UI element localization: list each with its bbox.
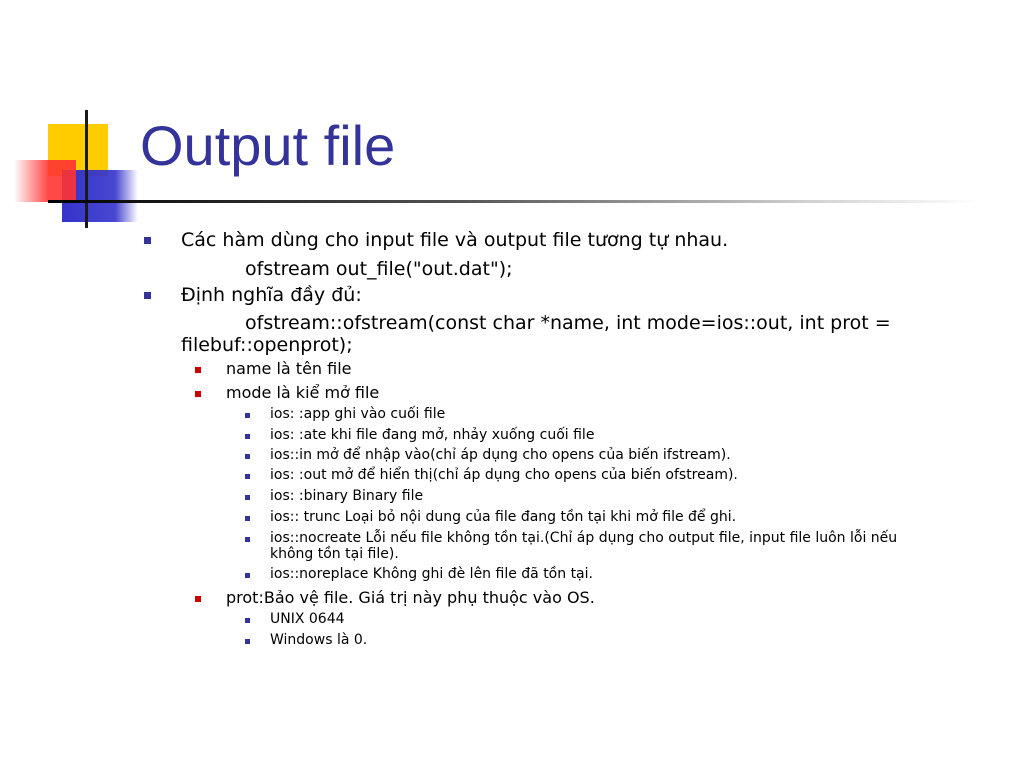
list-item: name là tên file xyxy=(226,359,352,379)
bullet-icon xyxy=(245,454,250,459)
list-item: ios::nocreate Lỗi nếu file không tồn tại.(Chỉ áp dụng cho output file, input file luôn lỗi nếu không tồn tại file). xyxy=(270,530,897,561)
list-item: ios: :ate khi file đang mở, nhảy xuống cuối file xyxy=(270,427,594,444)
bullet-icon xyxy=(245,434,250,439)
bullet-icon xyxy=(245,495,250,500)
slide-title: Output file xyxy=(140,114,396,177)
bullet-icon xyxy=(245,573,250,578)
list-item: ios::in mở để nhập vào(chỉ áp dụng cho opens của biến ifstream). xyxy=(270,447,731,464)
list-item: Windows là 0. xyxy=(270,632,367,649)
list-item: ios: :out mở để hiển thị(chỉ áp dụng cho opens của biến ofstream). xyxy=(270,467,738,484)
bullet-icon xyxy=(245,474,250,479)
code-line: filebuf::openprot); xyxy=(181,334,353,356)
list-item: UNIX 0644 xyxy=(270,611,345,628)
bullet-icon xyxy=(245,413,250,418)
list-item: ios: :app ghi vào cuối file xyxy=(270,406,445,423)
bullet-icon xyxy=(144,292,151,299)
list-item: prot:Bảo vệ file. Giá trị này phụ thuộc vào OS. xyxy=(226,588,595,608)
list-item: Các hàm dùng cho input file và output file tương tự nhau. xyxy=(181,229,728,251)
list-item: ios::noreplace Không ghi đè lên file đã tồn tại. xyxy=(270,566,593,583)
bullet-icon xyxy=(245,639,250,644)
list-item: ios: :binary Binary file xyxy=(270,488,423,505)
code-line: ofstream::ofstream(const char *name, int mode=ios::out, int prot = xyxy=(245,312,891,334)
bullet-icon xyxy=(245,537,250,542)
list-item: mode là kiể mở file xyxy=(226,383,379,403)
list-item: Định nghĩa đầy đủ: xyxy=(181,284,362,306)
bullet-icon xyxy=(144,237,151,244)
bullet-icon xyxy=(195,596,201,602)
bullet-icon xyxy=(195,391,201,397)
bullet-icon xyxy=(195,367,201,373)
code-line: ofstream out_file("out.dat"); xyxy=(245,258,513,280)
bullet-icon xyxy=(245,618,250,623)
list-item: ios:: trunc Loại bỏ nội dung của file đang tồn tại khi mở file để ghi. xyxy=(270,509,736,526)
bullet-icon xyxy=(245,516,250,521)
